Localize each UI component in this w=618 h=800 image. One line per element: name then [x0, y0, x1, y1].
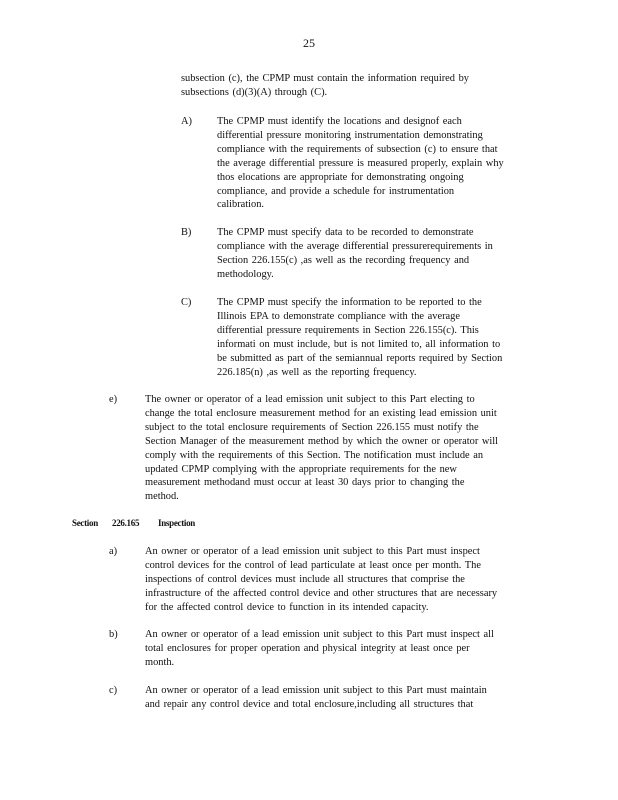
section-item-c-marker: c)	[109, 685, 118, 696]
section-item-c-text: An owner or operator of a lead emission unit subject to this Part must maintain and repair any control device and total enclosure,including all structures that	[145, 685, 487, 710]
section-item-b-text: An owner or operator of a lead emission unit subject to this Part must inspect all total enclosures for proper operation and physical integrity at least once per month.	[145, 629, 494, 668]
intro-paragraph: subsection (c), the CPMP must contain the information required by subsections (d)(3)(A) through (C).	[181, 73, 469, 98]
subitem-a-text: The CPMP must identify the locations and designof each differential pressure monitoring instrumentation demonstrating compliance with the requirements of subsection (c) to ensure that the average differential pressure is measured properly, explain why thos elocations are appropriate for demonstrating ongoing compliance, and provide a schedule for instrumentation calibration.	[217, 116, 504, 211]
item-e-marker: e)	[109, 394, 118, 405]
section-title: Inspection	[158, 518, 196, 528]
subitem-c-marker: C)	[181, 297, 192, 308]
subitem-b-text: The CPMP must specify data to be recorded to demonstrate compliance with the average differential pressurerequirements in Section 226.155(c) ,as well as the recording frequency and methodology.	[217, 227, 493, 280]
section-item-b-marker: b)	[109, 629, 118, 640]
subitem-a-marker: A)	[181, 116, 192, 127]
section-item-a-text: An owner or operator of a lead emission unit subject to this Part must inspect control devices for the control of lead particulate at least once per month. The inspections of control devices must include all structures that comprise the infrastructure of the affected control device and other structures that are necessary for the affected control device to function in its intended capacity.	[145, 546, 498, 613]
section-item-a-marker: a)	[109, 546, 118, 557]
subitem-c-text: The CPMP must specify the information to be reported to the Illinois EPA to demonstrate compliance with the average differential pressure requirements in Section 226.155(c). This informati on must include, but is not limited to, all information to be submitted as part of the semiannual reports required by Section 226.185(n) ,as well as the reporting frequency.	[217, 297, 503, 378]
section-number: 226.165	[112, 518, 140, 528]
subitem-b-marker: B)	[181, 227, 192, 238]
item-e-text: The owner or operator of a lead emission unit subject to this Part electing to change the total enclosure measurement method for an existing lead emission unit subject to the total enclosure requirements of Section 226.155 must notify the Section Manager of the measurement method by which the owner or operator will comply with the requirements of this Section. The notification must include an updated CPMP complying with the appropriate requirements for the new measurement methodand must occur at least 30 days prior to changing the method.	[145, 394, 499, 503]
section-label: Section	[72, 518, 98, 528]
page-number: 25	[303, 36, 315, 50]
